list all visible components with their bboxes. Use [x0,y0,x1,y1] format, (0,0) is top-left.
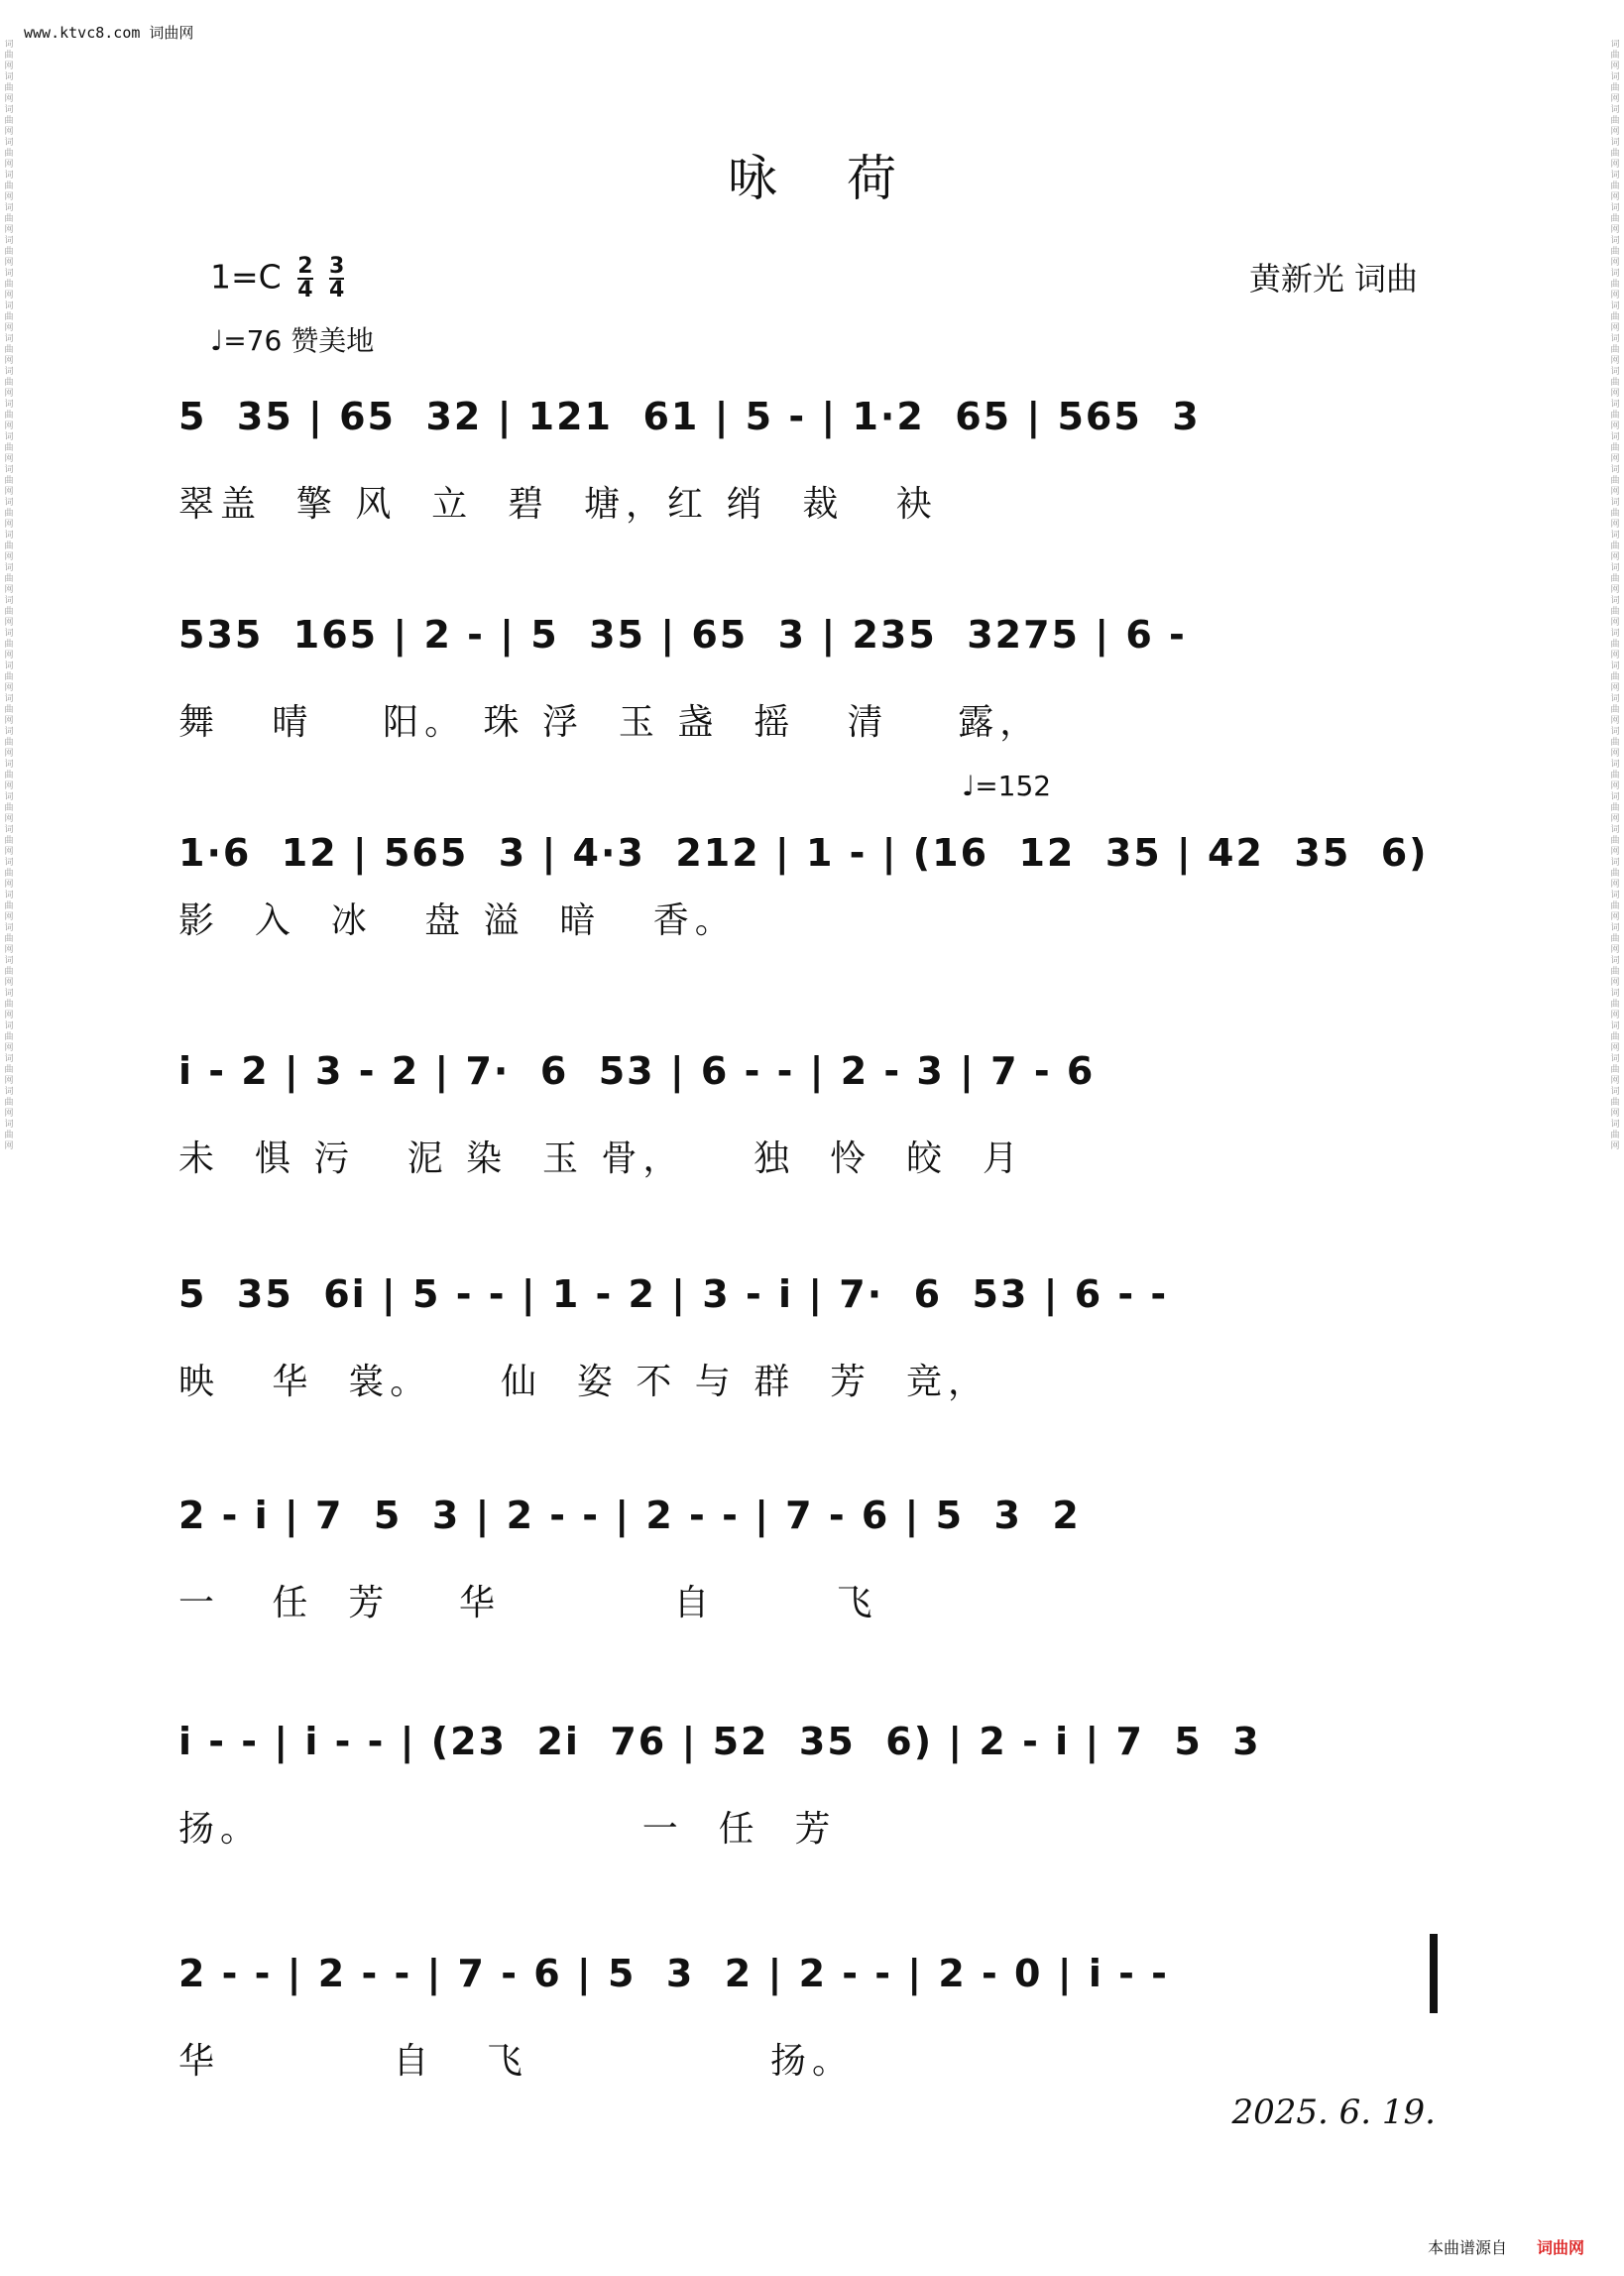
notation: 5 35 6i | 5 - - | 1 - 2 | 3 - i | 7· 6 53 | 6 - - [178,1272,1169,1316]
lyrics-line: 华 自 飞 扬。 [178,2041,854,2082]
footer-source: 本曲谱源自 [1427,2238,1507,2257]
lyrics-line: 一 任 芳 华 自 飞 [178,1583,878,1623]
score-line-6 [178,1476,1438,1623]
notation: 2 - - | 2 - - | 7 - 6 | 5 3 2 | 2 - - | 2 - 0 | i - - [178,1934,1438,2013]
notation: 2 - i | 7 5 3 | 2 - - | 2 - - | 7 - 6 | 5 3 2 [178,1494,1081,1537]
lyrics-line: 翠盖 擎 风 立 碧 塘，红 绡 裁 袂 [178,484,938,525]
edge-watermark-right: 词曲网词曲网词曲网词曲网词曲网词曲网词曲网词曲网词曲网词曲网词曲网词曲网词曲网词曲网词曲网词曲网词曲网词曲网词曲网词曲网词曲网词曲网词曲网词曲网词曲网词曲网词曲网词曲网词曲网词曲网词曲网词曲网词曲网词曲网 [1610,40,1620,1151]
time-signature-1: $\frac{2}{4}$ [297,254,313,302]
notation: i - - | i - - | (23 2i 76 | 52 35 6) | 2 - i | 7 5 3 [178,1720,1261,1763]
score-line-1 [178,377,1438,525]
score-line-3 [178,770,1438,941]
footer-brand[interactable]: 词曲网 [1536,2238,1584,2257]
lyrics-line: 影 入 冰 盘 溢 暗 香。 [178,900,737,941]
lyrics-line: 映 华 裳。 仙 姿 不 与 群 芳 竞， [178,1362,989,1402]
author-credit: 黄新光 词曲 [1248,260,1418,298]
footer [1428,2235,1584,2258]
tempo-marking: ♩=76 赞美地 [210,324,375,357]
notation: i - 2 | 3 - 2 | 7· 6 53 | 6 - - | 2 - 3 | 7 - 6 [178,1049,1096,1093]
lyrics-line: 舞 晴 阳。 珠 浮 玉 盏 摇 清 露， [178,702,1042,743]
site-url[interactable]: www.ktvc8.com 词曲网 [24,24,194,42]
score-line-5 [178,1255,1438,1402]
score-line-4 [178,1031,1438,1179]
edge-watermark-left: 词曲网词曲网词曲网词曲网词曲网词曲网词曲网词曲网词曲网词曲网词曲网词曲网词曲网词曲网词曲网词曲网词曲网词曲网词曲网词曲网词曲网词曲网词曲网词曲网词曲网词曲网词曲网词曲网词曲网词曲网词曲网词曲网词曲网词曲网 [4,40,14,1151]
lyrics-line: 未 惧 污 泥 染 玉 骨， 独 怜 皎 月 [178,1138,1024,1179]
score-line-8 [178,1934,1438,2082]
score-line-2 [178,595,1438,743]
notation: 5 35 | 65 32 | 121 61 | 5 - | 1·2 65 | 565 3 [178,395,1201,438]
key-signature [210,256,344,301]
time-signature-2: $\frac{3}{4}$ [329,254,345,302]
score-line-7 [178,1702,1438,1850]
notation: 1·6 12 | 565 3 | 4·3 212 | 1 - | (16 12 35 | 42 35 6) [178,831,1429,875]
lyrics-line: 扬。 一 任 芳 [178,1809,837,1850]
final-barline [1430,1934,1438,2013]
key-text: 1=C [210,257,282,297]
song-title: 咏荷 [728,150,966,207]
tempo-change: ♩=152 [962,770,1052,802]
composition-date: 2025. 6. 19. [1231,2093,1436,2132]
notation: 535 165 | 2 - | 5 35 | 65 3 | 235 3275 | 6 - [178,613,1187,657]
